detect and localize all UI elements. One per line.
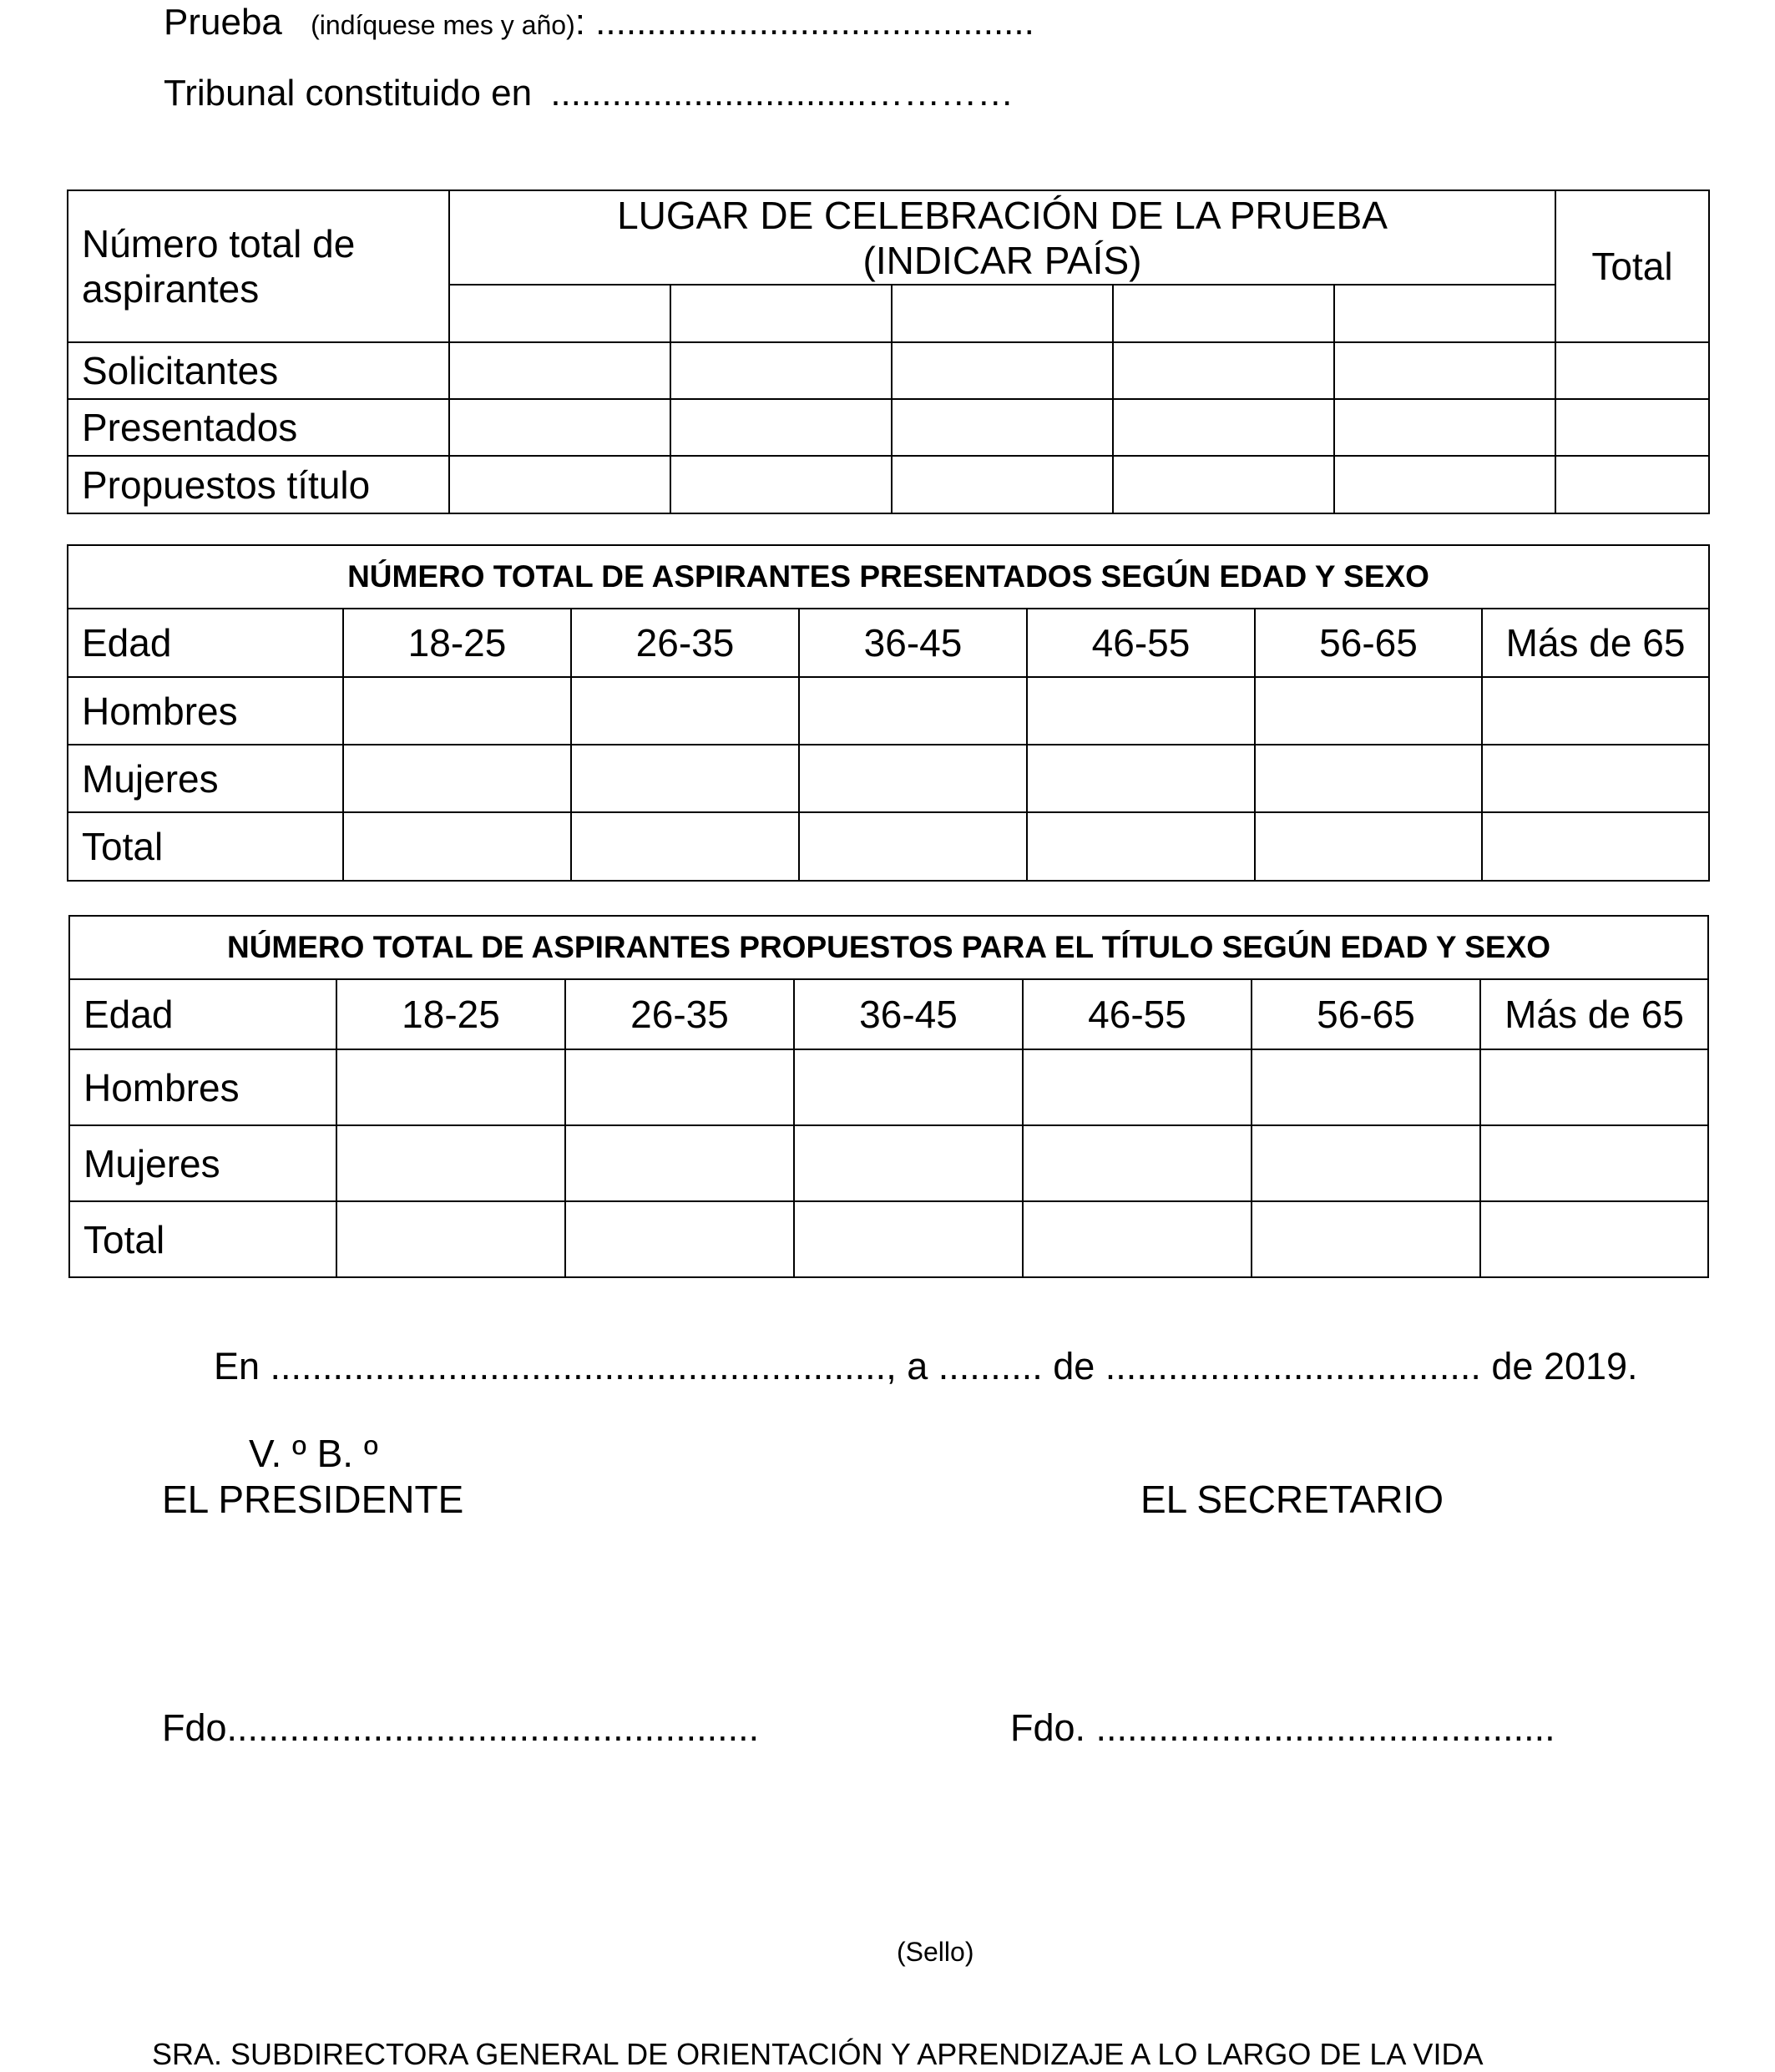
data-cell[interactable] bbox=[1255, 677, 1482, 745]
data-cell[interactable] bbox=[1334, 342, 1555, 399]
data-cell[interactable] bbox=[1252, 1201, 1480, 1277]
data-cell[interactable] bbox=[1113, 342, 1334, 399]
addressee: SRA. SUBDIRECTORA GENERAL DE ORIENTACIÓN Y APRENDIZAJE A LO LARGO DE LA VIDA bbox=[152, 2037, 1484, 2071]
data-cell[interactable] bbox=[1113, 456, 1334, 513]
data-cell[interactable] bbox=[1252, 1049, 1480, 1125]
table-title: NÚMERO TOTAL DE ASPIRANTES PROPUESTOS PARA EL TÍTULO SEGÚN EDAD Y SEXO bbox=[69, 916, 1708, 979]
row-label-total: Total bbox=[69, 1201, 336, 1277]
age-group: 36-45 bbox=[794, 979, 1023, 1049]
data-cell[interactable] bbox=[1480, 1125, 1708, 1201]
country-cell[interactable] bbox=[670, 285, 892, 342]
data-cell[interactable] bbox=[343, 745, 571, 812]
data-cell[interactable] bbox=[1555, 456, 1709, 513]
data-cell[interactable] bbox=[1023, 1125, 1252, 1201]
seal-label: (Sello) bbox=[897, 1937, 974, 1967]
total-applicants-header-line2: aspirantes bbox=[82, 267, 260, 311]
row-label-hombres: Hombres bbox=[69, 1049, 336, 1125]
data-cell[interactable] bbox=[892, 399, 1113, 456]
data-cell[interactable] bbox=[1023, 1049, 1252, 1125]
vobo-label: V. º B. º bbox=[249, 1432, 378, 1475]
table-row bbox=[68, 342, 1709, 399]
data-cell[interactable] bbox=[1555, 342, 1709, 399]
age-group: 56-65 bbox=[1252, 979, 1480, 1049]
place-header bbox=[449, 190, 1555, 285]
data-cell[interactable] bbox=[794, 1125, 1023, 1201]
age-group: 18-25 bbox=[343, 609, 571, 677]
tribunal-label: Tribunal constituido en bbox=[164, 73, 533, 114]
data-cell[interactable] bbox=[1023, 1201, 1252, 1277]
data-cell[interactable] bbox=[794, 1049, 1023, 1125]
data-cell[interactable] bbox=[336, 1049, 565, 1125]
age-group: Más de 65 bbox=[1480, 979, 1708, 1049]
age-group: 56-65 bbox=[1255, 609, 1482, 677]
prueba-line bbox=[164, 2, 1034, 46]
data-cell[interactable] bbox=[343, 677, 571, 745]
data-cell[interactable] bbox=[1255, 812, 1482, 881]
president-signature-line: Fdo................................................... bbox=[162, 1706, 760, 1749]
data-cell[interactable] bbox=[1334, 399, 1555, 456]
age-group: 36-45 bbox=[799, 609, 1027, 677]
data-cell[interactable] bbox=[1482, 745, 1709, 812]
table-row bbox=[69, 1049, 1708, 1125]
table-row bbox=[68, 677, 1709, 745]
data-cell[interactable] bbox=[799, 745, 1027, 812]
place-header-line2: (INDICAR PAÍS) bbox=[862, 239, 1142, 282]
data-cell[interactable] bbox=[449, 456, 670, 513]
row-label-mujeres: Mujeres bbox=[68, 745, 343, 812]
total-applicants-header bbox=[68, 190, 449, 342]
table-row bbox=[68, 456, 1709, 513]
row-label-propuestos: Propuestos título bbox=[68, 456, 449, 513]
age-group: 46-55 bbox=[1023, 979, 1252, 1049]
prueba-label: Prueba bbox=[164, 2, 282, 43]
data-cell[interactable] bbox=[336, 1201, 565, 1277]
prueba-hint: (indíquese mes y año) bbox=[311, 10, 575, 40]
country-cell[interactable] bbox=[449, 285, 670, 342]
data-cell[interactable] bbox=[799, 677, 1027, 745]
data-cell[interactable] bbox=[1027, 812, 1255, 881]
table-row bbox=[69, 1125, 1708, 1201]
data-cell[interactable] bbox=[794, 1201, 1023, 1277]
row-label-presentados: Presentados bbox=[68, 399, 449, 456]
data-cell[interactable] bbox=[892, 456, 1113, 513]
total-header: Total bbox=[1555, 190, 1709, 342]
country-cell[interactable] bbox=[892, 285, 1113, 342]
data-cell[interactable] bbox=[565, 1049, 794, 1125]
data-cell[interactable] bbox=[670, 399, 892, 456]
data-cell[interactable] bbox=[670, 456, 892, 513]
tribunal-line bbox=[164, 73, 1014, 114]
age-group: 26-35 bbox=[565, 979, 794, 1049]
country-cell[interactable] bbox=[1113, 285, 1334, 342]
data-cell[interactable] bbox=[571, 812, 799, 881]
data-cell[interactable] bbox=[1027, 677, 1255, 745]
date-line: En ..........................................................., a .......... de .................................... de 2019. bbox=[214, 1345, 1638, 1387]
proposed-by-age-sex-table bbox=[68, 915, 1709, 1278]
data-cell[interactable] bbox=[1252, 1125, 1480, 1201]
age-group: 26-35 bbox=[571, 609, 799, 677]
data-cell[interactable] bbox=[449, 399, 670, 456]
data-cell[interactable] bbox=[892, 342, 1113, 399]
age-group: 46-55 bbox=[1027, 609, 1255, 677]
applicants-by-place-table bbox=[67, 190, 1710, 514]
country-cell[interactable] bbox=[1334, 285, 1555, 342]
data-cell[interactable] bbox=[1482, 812, 1709, 881]
age-header-row bbox=[68, 609, 1709, 677]
data-cell[interactable] bbox=[1480, 1201, 1708, 1277]
table-row bbox=[68, 745, 1709, 812]
data-cell[interactable] bbox=[565, 1125, 794, 1201]
data-cell[interactable] bbox=[1255, 745, 1482, 812]
president-label: EL PRESIDENTE bbox=[162, 1478, 464, 1521]
data-cell[interactable] bbox=[670, 342, 892, 399]
age-label: Edad bbox=[69, 979, 336, 1049]
data-cell[interactable] bbox=[1113, 399, 1334, 456]
data-cell[interactable] bbox=[1482, 677, 1709, 745]
secretary-label: EL SECRETARIO bbox=[1140, 1478, 1444, 1521]
data-cell[interactable] bbox=[1480, 1049, 1708, 1125]
secretary-signature-line: Fdo. ............................................ bbox=[1010, 1706, 1555, 1749]
data-cell[interactable] bbox=[1555, 399, 1709, 456]
row-label-hombres: Hombres bbox=[68, 677, 343, 745]
row-label-solicitantes: Solicitantes bbox=[68, 342, 449, 399]
place-header-line1: LUGAR DE CELEBRACIÓN DE LA PRUEBA bbox=[617, 194, 1388, 237]
data-cell[interactable] bbox=[449, 342, 670, 399]
age-group: Más de 65 bbox=[1482, 609, 1709, 677]
age-label: Edad bbox=[68, 609, 343, 677]
row-label-mujeres: Mujeres bbox=[69, 1125, 336, 1201]
age-group: 18-25 bbox=[336, 979, 565, 1049]
data-cell[interactable] bbox=[571, 677, 799, 745]
data-cell[interactable] bbox=[343, 812, 571, 881]
data-cell[interactable] bbox=[1334, 456, 1555, 513]
tribunal-dots: ...............................………… bbox=[550, 73, 1014, 114]
table-title: NÚMERO TOTAL DE ASPIRANTES PRESENTADOS SEGÚN EDAD Y SEXO bbox=[68, 545, 1709, 609]
table-row bbox=[68, 399, 1709, 456]
data-cell[interactable] bbox=[799, 812, 1027, 881]
prueba-dots: : ........................................... bbox=[574, 2, 1034, 43]
table-row bbox=[69, 1201, 1708, 1277]
data-cell[interactable] bbox=[565, 1201, 794, 1277]
data-cell[interactable] bbox=[1027, 745, 1255, 812]
presented-by-age-sex-table bbox=[67, 544, 1710, 882]
table-row bbox=[68, 812, 1709, 881]
row-label-total: Total bbox=[68, 812, 343, 881]
data-cell[interactable] bbox=[336, 1125, 565, 1201]
total-applicants-header-line1: Número total de bbox=[82, 222, 356, 265]
data-cell[interactable] bbox=[571, 745, 799, 812]
age-header-row bbox=[69, 979, 1708, 1049]
